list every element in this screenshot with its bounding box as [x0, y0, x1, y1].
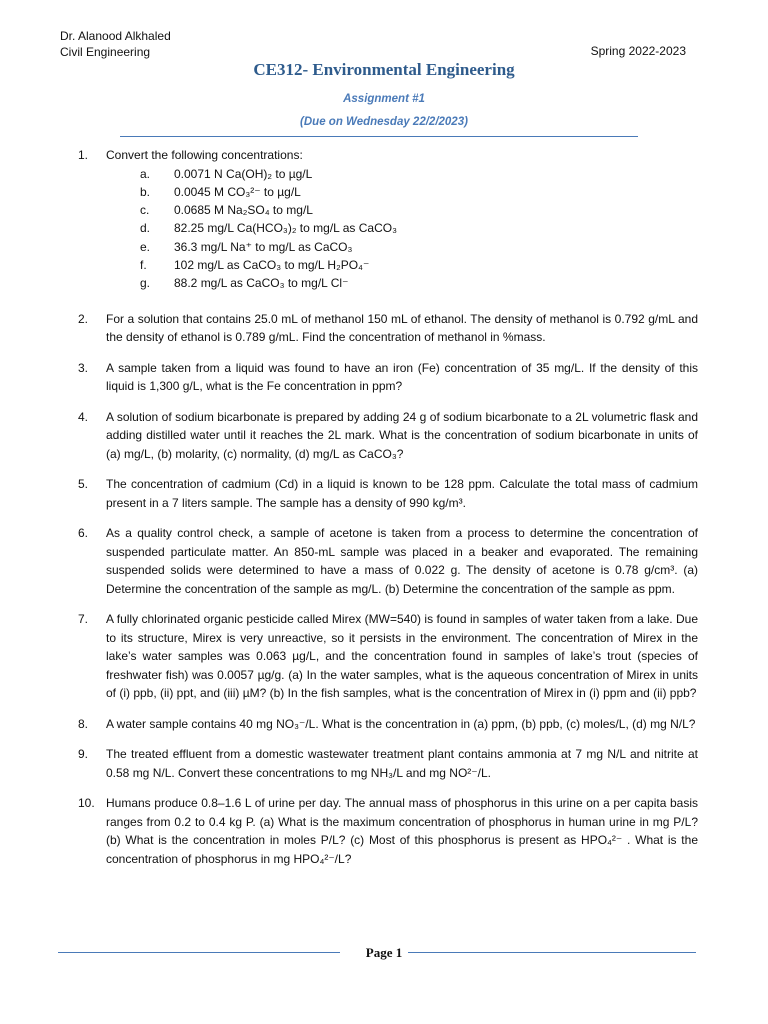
question-text: A water sample contains 40 mg NO₃⁻/L. What is the concentration in (a) ppm, (b) ppb, (c) moles/L, (d) mg N/L?: [106, 716, 696, 731]
author-name: Dr. Alanood Alkhaled: [60, 29, 171, 43]
sub-letter: f.: [140, 257, 147, 272]
question-number: 10.: [78, 796, 95, 811]
sub-letter: d.: [140, 221, 151, 236]
sub-text: 0.0071 N Ca(OH)₂ to µg/L: [174, 166, 313, 181]
sub-text: 0.0045 M CO₃²⁻ to µg/L: [174, 184, 301, 199]
question-number: 1.: [78, 148, 89, 162]
page-number: Page 1: [365, 945, 403, 960]
question-item: [78, 408, 698, 464]
sub-letter: b.: [140, 184, 151, 199]
question-number: 2.: [78, 311, 89, 326]
question-number: 4.: [78, 409, 89, 424]
question-text: The concentration of cadmium (Cd) in a liquid is known to be 128 ppm. Calculate the total mass of cadmium present in a 7 liters sample. The sample has a density of 990 kg/m³.: [106, 477, 698, 510]
semester: Spring 2022-2023: [590, 44, 686, 58]
question-text: A fully chlorinated organic pesticide called Mirex (MW=540) is found in samples of water taken from a lake. Due to its structure, Mirex is very unreactive, so it persists in the environment. The concentration of Mirex in the lake’s water samples was 0.063 µg/L, and the concentration found in samples of lake’s trout (species of freshwater fish) was 0.0057 µg/g. (a) In the water samples, what is the aqueous concentration of Mirex in units of (i) ppb, (ii) ppt, and (iii) µM? (b) In the fish samples, what is the concentration of Mirex in (i) ppm and (ii) ppb?: [106, 612, 698, 701]
question-text: Convert the following concentrations:: [106, 148, 303, 162]
sub-text: 102 mg/L as CaCO₃ to mg/L H₂PO₄⁻: [174, 257, 370, 272]
sub-question: [106, 274, 698, 292]
due-date: (Due on Wednesday 22/2/2023): [300, 116, 468, 128]
sub-text: 36.3 mg/L Na⁺ to mg/L as CaCO₃: [174, 239, 353, 254]
assignment-label: Assignment #1: [343, 93, 425, 105]
sub-letter: a.: [140, 166, 151, 181]
question-item: [78, 610, 698, 703]
sub-text: 88.2 mg/L as CaCO₃ to mg/L Cl⁻: [174, 276, 349, 291]
title-divider: [120, 136, 638, 137]
question-number: 3.: [78, 360, 89, 375]
course-title: CE312- Environmental Engineering: [253, 60, 515, 79]
sub-question: [106, 219, 698, 237]
question-item: [78, 794, 698, 868]
question-item: [78, 310, 698, 347]
question-text: As a quality control check, a sample of acetone is taken from a process to determine the concentration of suspended particulate matter. An 850-mL sample was placed in a beaker and evaporated. The remaining suspended solids were determined to have a mass of 0.022 g. The density of acetone is 0.78 g/cm³. (a) Determine the concentration of the sample as mg/L. (b) Determine the concentration of the sample as ppm.: [106, 526, 698, 596]
question-number: 7.: [78, 612, 89, 627]
question-text: A solution of sodium bicarbonate is prepared by adding 24 g of sodium bicarbonate to a 2L volumetric flask and adding distilled water until it reaches the 2L mark. What is the concentration of sodium bicarbonate in units of (a) mg/L, (b) molarity, (c) normality, (d) mg/L as CaCO₃?: [106, 409, 698, 461]
header-left: [60, 28, 171, 60]
sub-question: [106, 183, 698, 201]
sub-letter: c.: [140, 203, 150, 218]
question-item: [78, 359, 698, 396]
question-item: [78, 715, 698, 734]
sub-question: [106, 165, 698, 183]
department: Civil Engineering: [60, 45, 151, 59]
question-number: 9.: [78, 747, 89, 762]
question-item: [78, 146, 698, 293]
sub-letter: g.: [140, 276, 151, 291]
question-item: [78, 745, 698, 782]
question-text: The treated effluent from a domestic wastewater treatment plant contains ammonia at 7 mg N/L and nitrite at 0.58 mg N/L. Convert these concentrations to mg NH₃/L and mg NO²⁻/L.: [106, 747, 698, 780]
sub-text: 0.0685 M Na₂SO₄ to mg/L: [174, 203, 313, 218]
question-number: 6.: [78, 526, 89, 541]
sub-letter: e.: [140, 239, 151, 254]
question-list: [78, 146, 698, 880]
footer-divider-right: [408, 952, 696, 953]
question-text: Humans produce 0.8–1.6 L of urine per day. The annual mass of phosphorus in this urine on a per capita basis ranges from 0.2 to 0.4 kg P. (a) What is the maximum concentration of phosphorus in human urine in mg P/L? (b) What is the concentration in moles P/L? (c) Most of this phosphorus is present as HPO₄²⁻ . What is the concentration of phosphorus in mg HPO₄²⁻/L?: [106, 796, 698, 866]
sub-question: [106, 201, 698, 219]
question-number: 5.: [78, 477, 89, 492]
sub-question: [106, 256, 698, 274]
question-number: 8.: [78, 716, 89, 731]
question-text: For a solution that contains 25.0 mL of methanol 150 mL of ethanol. The density of methanol is 0.792 g/mL and the density of ethanol is 0.789 g/mL. Find the concentration of methanol in %mass.: [106, 311, 698, 345]
sub-question: [106, 238, 698, 256]
question-text: A sample taken from a liquid was found to have an iron (Fe) concentration of 35 mg/L. If the density of this liquid is 1,300 g/L, what is the Fe concentration in ppm?: [106, 360, 698, 394]
sub-question-list: [106, 165, 698, 293]
sub-text: 82.25 mg/L Ca(HCO₃)₂ to mg/L as CaCO₃: [174, 221, 397, 236]
question-item: [78, 475, 698, 512]
question-item: [78, 524, 698, 598]
